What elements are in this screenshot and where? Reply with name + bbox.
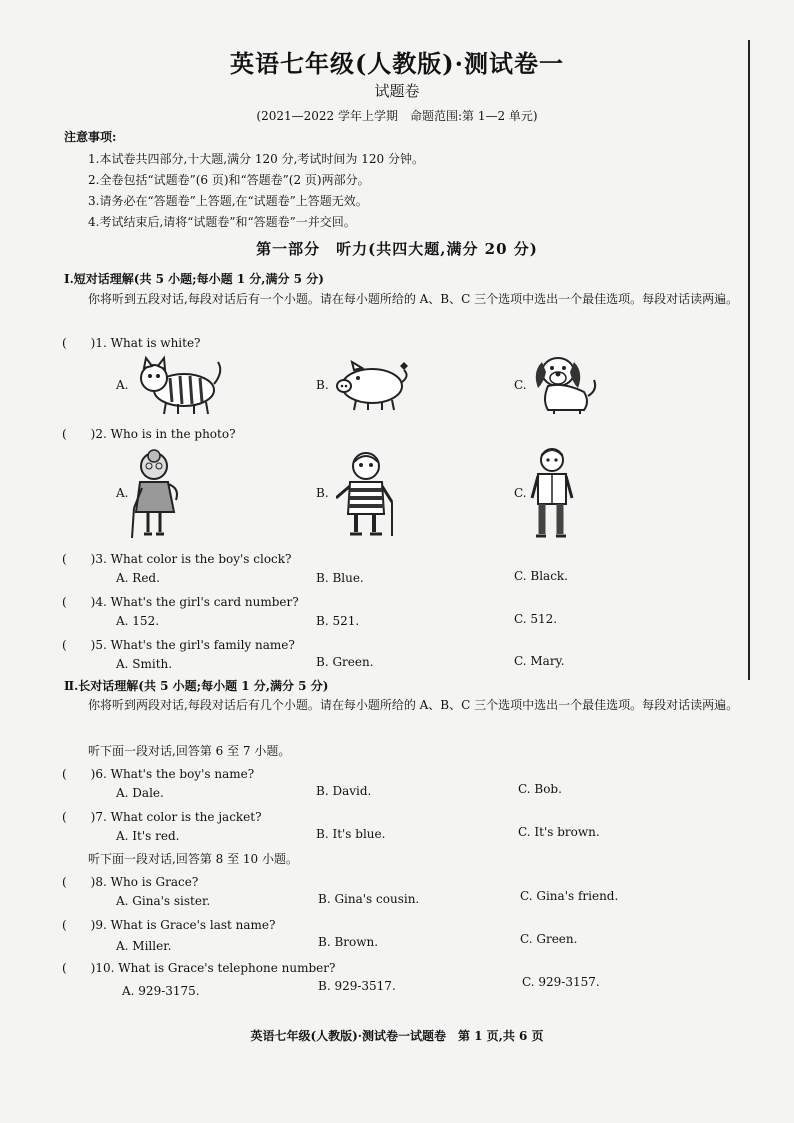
option-6b: B. David. (316, 784, 372, 798)
grandmother-icon (126, 448, 186, 540)
page-edge-line (748, 40, 750, 680)
question-3: ( )3. What color is the boy's clock? (62, 552, 292, 566)
note-item: 2.全卷包括“试题卷”(6 页)和“答题卷”(2 页)两部分。 (88, 173, 370, 187)
page-footer: 英语七年级(人教版)·测试卷一试题卷 第 1 页,共 6 页 (250, 1029, 544, 1043)
question-10: ( )10. What is Grace's telephone number? (62, 961, 336, 975)
part-one-title: 第一部分 听力(共四大题,满分 20 分) (256, 240, 538, 258)
option-10b: B. 929-3517. (318, 979, 396, 993)
notes-heading: 注意事项: (64, 130, 117, 144)
exam-title: 英语七年级(人教版)·测试卷一 (229, 49, 565, 78)
pig-icon (330, 360, 410, 412)
option-8a: A. Gina's sister. (116, 894, 211, 908)
option-3a: A. Red. (116, 571, 160, 585)
option-9b: B. Brown. (318, 935, 379, 949)
option-7b: B. It's blue. (316, 827, 386, 841)
option-4a: A. 152. (116, 614, 160, 628)
question-7: ( )7. What color is the jacket? (62, 810, 262, 824)
dialogue-lead-1: 听下面一段对话,回答第 6 至 7 小题。 (88, 744, 291, 758)
option-9c: C. Green. (520, 932, 578, 946)
option-2a: A. (116, 486, 129, 500)
section-one-title: Ⅰ.短对话理解(共 5 小题;每小题 1 分,满分 5 分) (64, 272, 324, 286)
option-1a: A. (116, 378, 129, 392)
option-5a: A. Smith. (116, 657, 173, 671)
question-9: ( )9. What is Grace's last name? (62, 918, 276, 932)
option-2c: C. (514, 486, 527, 500)
option-7a: A. It's red. (116, 829, 180, 843)
exam-subtitle: 试题卷 (374, 82, 420, 100)
section-two-instruction: 你将听到两段对话,每段对话后有几个小题。请在每小题所给的 A、B、C 三个选项中选出一个最佳选项。每段对话读两遍。 (88, 698, 739, 712)
option-10c: C. 929-3157. (522, 975, 600, 989)
option-4c: C. 512. (514, 612, 558, 626)
question-5: ( )5. What's the girl's family name? (62, 638, 295, 652)
option-9a: A. Miller. (116, 939, 172, 953)
option-6c: C. Bob. (518, 782, 562, 796)
option-4b: B. 521. (316, 614, 360, 628)
note-item: 3.请务必在“答题卷”上答题,在“试题卷”上答题无效。 (88, 194, 368, 208)
boy-icon (530, 446, 574, 540)
question-6: ( )6. What's the boy's name? (62, 767, 255, 781)
option-6a: A. Dale. (116, 786, 164, 800)
option-1b: B. (316, 378, 329, 392)
cat-icon (132, 354, 224, 416)
option-3c: C. Black. (514, 569, 568, 583)
option-8b: B. Gina's cousin. (318, 892, 420, 906)
option-5c: C. Mary. (514, 654, 565, 668)
section-one-instruction: 你将听到五段对话,每段对话后有一个小题。请在每小题所给的 A、B、C 三个选项中选出一个最佳选项。每段对话读两遍。 (88, 292, 739, 306)
note-item: 4.考试结束后,请将“试题卷”和“答题卷”一并交回。 (88, 215, 356, 229)
note-item: 1.本试卷共四部分,十大题,满分 120 分,考试时间为 120 分钟。 (88, 152, 424, 166)
dialogue-lead-2: 听下面一段对话,回答第 8 至 10 小题。 (88, 852, 298, 866)
option-5b: B. Green. (316, 655, 374, 669)
question-8: ( )8. Who is Grace? (62, 875, 199, 889)
exam-range: (2021—2022 学年上学期 命题范围:第 1—2 单元) (256, 109, 538, 123)
option-1c: C. (514, 378, 527, 392)
option-2b: B. (316, 486, 329, 500)
question-4: ( )4. What's the girl's card number? (62, 595, 299, 609)
option-7c: C. It's brown. (518, 825, 600, 839)
option-3b: B. Blue. (316, 571, 364, 585)
question-2: ( )2. Who is in the photo? (62, 427, 236, 441)
grandfather-icon (336, 448, 400, 540)
option-10a: A. 929-3175. (122, 984, 200, 998)
dog-icon (528, 352, 600, 416)
section-two-title: Ⅱ.长对话理解(共 5 小题;每小题 1 分,满分 5 分) (64, 679, 329, 693)
option-8c: C. Gina's friend. (520, 889, 619, 903)
question-1: ( )1. What is white? (62, 336, 201, 350)
